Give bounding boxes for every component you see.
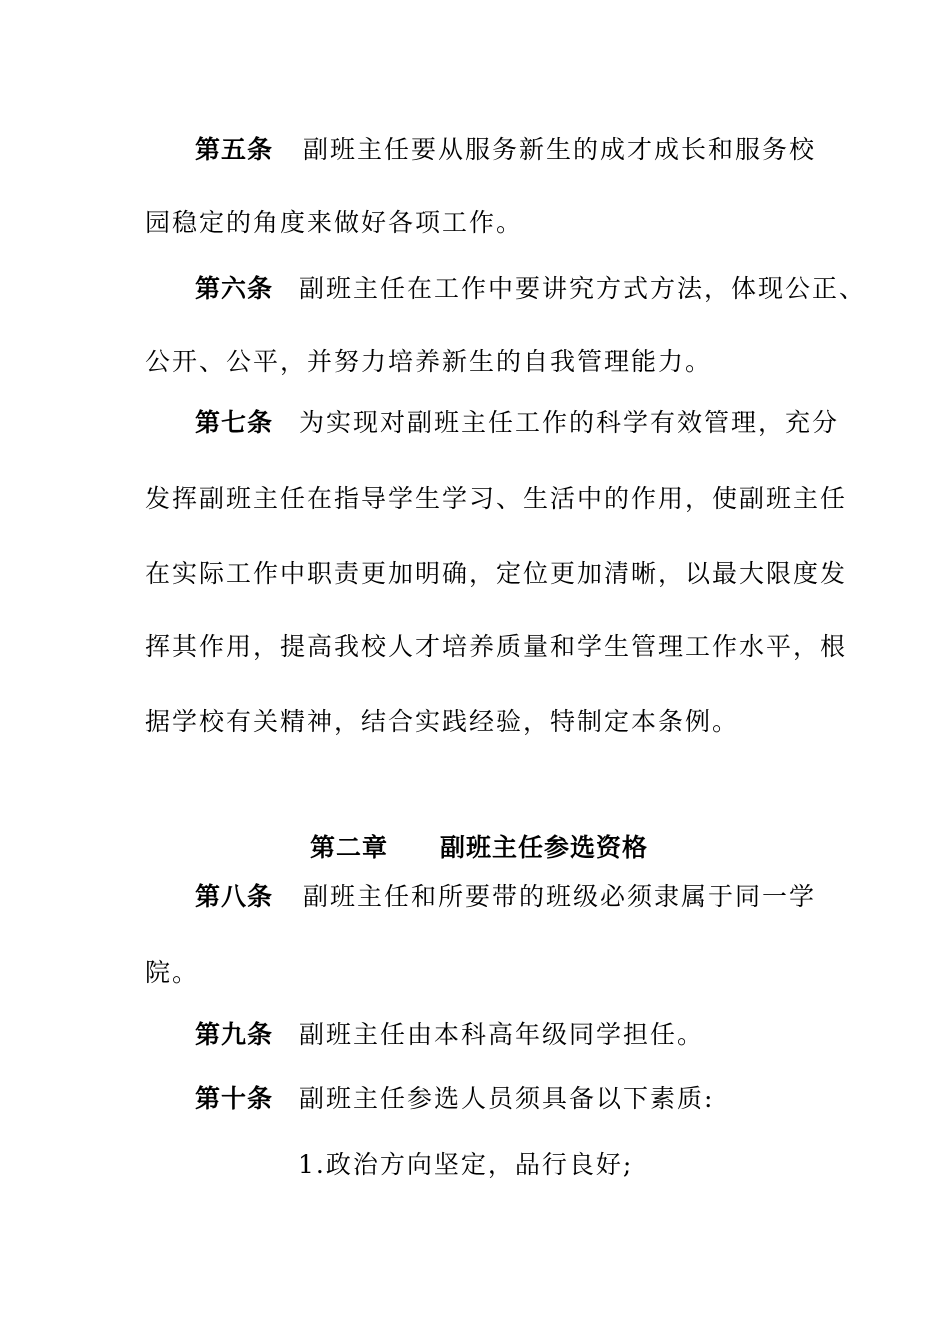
article-6-label: 第六条: [195, 274, 274, 303]
article-7-text-4: 挥其作用，提高我校人才培养质量和学生管理工作水平，根: [145, 632, 848, 661]
article-7-text-2: 发挥副班主任在指导学生学习、生活中的作用，使副班主任: [145, 484, 848, 513]
article-5-text-continued: 园稳定的角度来做好各项工作。: [145, 208, 524, 237]
article-7-line-5: [145, 707, 739, 737]
list-item-1: [298, 1150, 633, 1180]
article-5-text: 副班主任要从服务新生的成才成长和服务校: [303, 135, 817, 164]
article-10-label: 第十条: [195, 1084, 274, 1113]
article-6-text: 副班主任在工作中要讲究方式方法，体现公正、: [299, 274, 867, 303]
article-6-line-1: [195, 274, 866, 304]
article-7-line-4: [145, 632, 847, 662]
article-8-line-1: [195, 882, 816, 912]
list-item-1-text: 1.政治方向坚定，品行良好;: [298, 1150, 634, 1179]
article-5-label: 第五条: [195, 135, 274, 164]
article-9-label: 第九条: [195, 1020, 274, 1049]
article-7-line-3: [145, 559, 847, 589]
article-7-line-2: [145, 484, 847, 514]
article-7-line-1: [195, 408, 839, 438]
article-8-text: 副班主任和所要带的班级必须隶属于同一学: [303, 882, 817, 911]
article-10-line-1: [195, 1084, 714, 1114]
article-9-text: 副班主任由本科高年级同学担任。: [299, 1020, 705, 1049]
article-8-line-2: [145, 958, 199, 988]
article-7-text-3: 在实际工作中职责更加明确，定位更加清晰，以最大限度发: [145, 559, 848, 588]
article-5-line-2: [145, 208, 523, 238]
chapter-number: 第二章: [310, 833, 389, 862]
article-10-text: 副班主任参选人员须具备以下素质:: [299, 1084, 715, 1113]
chapter-title: 副班主任参选资格: [440, 833, 649, 862]
chapter-heading: [310, 833, 648, 863]
article-5-line-1: [195, 135, 816, 165]
article-7-text: 为实现对副班主任工作的科学有效管理，充分: [299, 408, 840, 437]
article-6-text-continued: 公开、公平，并努力培养新生的自我管理能力。: [145, 347, 713, 376]
article-6-line-2: [145, 347, 712, 377]
article-9-line-1: [195, 1020, 704, 1050]
article-7-text-5: 据学校有关精神，结合实践经验，特制定本条例。: [145, 707, 740, 736]
article-8-label: 第八条: [195, 882, 274, 911]
article-8-text-continued: 院。: [145, 958, 200, 987]
article-7-label: 第七条: [195, 408, 274, 437]
